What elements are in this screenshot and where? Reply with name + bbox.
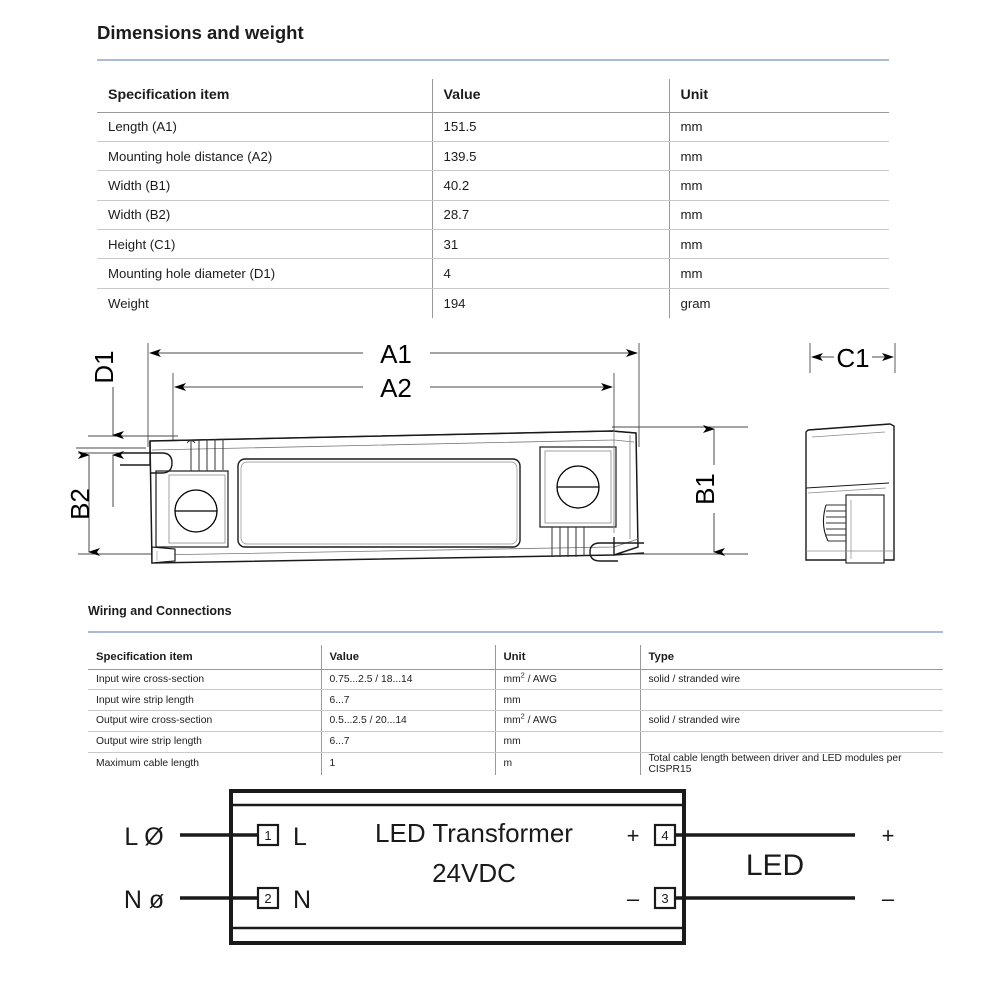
terminal-inner-label-n: N [293, 886, 312, 914]
cell-unit: mm [669, 230, 889, 259]
transformer-title-line2: 24VDC [432, 858, 516, 888]
cell-value: 194 [432, 288, 669, 317]
col-header-unit: Unit [669, 79, 889, 112]
dimension-d1 [89, 350, 119, 435]
dimension-b1 [690, 429, 720, 552]
cell-value: 151.5 [432, 112, 669, 141]
cell-value: 6...7 [321, 690, 495, 711]
cell-value: 6...7 [321, 731, 495, 752]
cell-item: Mounting hole distance (A2) [97, 141, 432, 170]
dimensions-section-rule [97, 59, 889, 61]
col-header-value: Value [321, 645, 495, 669]
col-header-specification-item: Specification item [97, 79, 432, 112]
terminal-inner-label-minus: – [626, 886, 640, 911]
device-side-view [806, 424, 894, 563]
cell-value: 4 [432, 259, 669, 288]
cell-item: Input wire cross-section [88, 669, 321, 690]
table-row [88, 690, 943, 711]
col-header-value: Value [432, 79, 669, 112]
table-header-row [97, 79, 889, 112]
cell-value: 1 [321, 752, 495, 775]
cell-item: Length (A1) [97, 112, 432, 141]
terminal-outer-label-n: N ø [123, 886, 165, 914]
cell-item: Maximum cable length [96, 758, 200, 770]
wiring-table [88, 645, 943, 775]
cell-value: 0.75...2.5 / 18...14 [321, 669, 495, 690]
dimension-label-b2: B2 [65, 488, 95, 520]
cell-item: Mounting hole diameter (D1) [97, 259, 432, 288]
product-dimension-drawing [0, 325, 1000, 595]
terminal-number-3: 3 [661, 891, 669, 906]
terminal-number-2: 2 [264, 891, 272, 906]
cell-unit: mm [495, 731, 640, 752]
dimension-a1 [150, 339, 637, 369]
led-load-label: LED [745, 849, 805, 882]
dimensions-section-title: Dimensions and weight [97, 22, 304, 43]
table-row [88, 711, 943, 732]
col-header-unit: Unit [495, 645, 640, 669]
terminal-outer-label-minus: – [881, 886, 895, 911]
cell-item: Width (B2) [97, 200, 432, 229]
cell-unit: $mm^2$ / AWG [495, 711, 640, 732]
cell-value: 31 [432, 230, 669, 259]
terminal-number-1: 1 [264, 828, 272, 843]
cell-unit: $mm^2$ / AWG [495, 669, 640, 690]
dimension-label-a2: A2 [380, 373, 412, 403]
dimension-b2 [65, 455, 113, 552]
cell-unit: mm [669, 259, 889, 288]
cell-unit: mm [669, 141, 889, 170]
table-row [88, 731, 943, 752]
wiring-section-rule [88, 631, 943, 633]
cell-type [640, 690, 943, 711]
terminal-inner-label-plus: + [626, 823, 640, 848]
cell-item: Output wire strip length [88, 731, 321, 752]
wiring-section-title: Wiring and Connections [88, 604, 232, 618]
table-row [97, 200, 889, 229]
transformer-title-line1: LED Transformer [375, 818, 573, 848]
cell-unit: mm [495, 690, 640, 711]
dimension-label-c1: C1 [836, 343, 870, 373]
table-row [97, 141, 889, 170]
dimension-label-a1: A1 [380, 339, 412, 369]
cell-item: Output wire cross-section [88, 711, 321, 732]
cell-value: 28.7 [432, 200, 669, 229]
table-header-row [88, 645, 943, 669]
dimensions-table [97, 79, 889, 318]
table-row [97, 288, 889, 317]
cell-unit: mm [669, 171, 889, 200]
cell-value: 139.5 [432, 141, 669, 170]
dimension-c1 [810, 343, 895, 373]
device-plan-view [76, 431, 644, 563]
cell-item: Weight [108, 295, 149, 311]
terminal-inner-label-l: L [293, 823, 307, 851]
cell-value: 40.2 [432, 171, 669, 200]
table-row [97, 171, 889, 200]
cell-item: Width (B1) [97, 171, 432, 200]
terminal-outer-label-l: L Ø [124, 823, 164, 851]
cell-type [640, 731, 943, 752]
cell-item: Input wire strip length [88, 690, 321, 711]
dimension-label-d1: D1 [89, 350, 119, 384]
table-row [97, 230, 889, 259]
terminal-number-4: 4 [661, 828, 669, 843]
cell-unit: m [495, 752, 640, 775]
input-wiring [124, 823, 311, 914]
col-header-specification-item: Specification item [88, 645, 321, 669]
table-row [88, 669, 943, 690]
cell-type: solid / stranded wire [640, 711, 943, 732]
dimension-label-b1: B1 [690, 473, 720, 505]
output-wiring [627, 823, 895, 911]
cell-type: Total cable length between driver and LED modules per CISPR15 [640, 752, 943, 775]
cell-unit: mm [669, 112, 889, 141]
table-row [88, 752, 943, 775]
table-row [97, 112, 889, 141]
col-header-type: Type [640, 645, 943, 669]
cell-type: solid / stranded wire [640, 669, 943, 690]
cell-value: 0.5...2.5 / 20...14 [321, 711, 495, 732]
terminal-outer-label-plus: + [881, 823, 895, 848]
cell-unit: gram [669, 288, 889, 317]
table-row [97, 259, 889, 288]
wiring-connection-diagram [0, 780, 1000, 960]
cell-item: Height (C1) [97, 230, 432, 259]
dimension-a2 [175, 373, 612, 403]
cell-unit: mm [669, 200, 889, 229]
